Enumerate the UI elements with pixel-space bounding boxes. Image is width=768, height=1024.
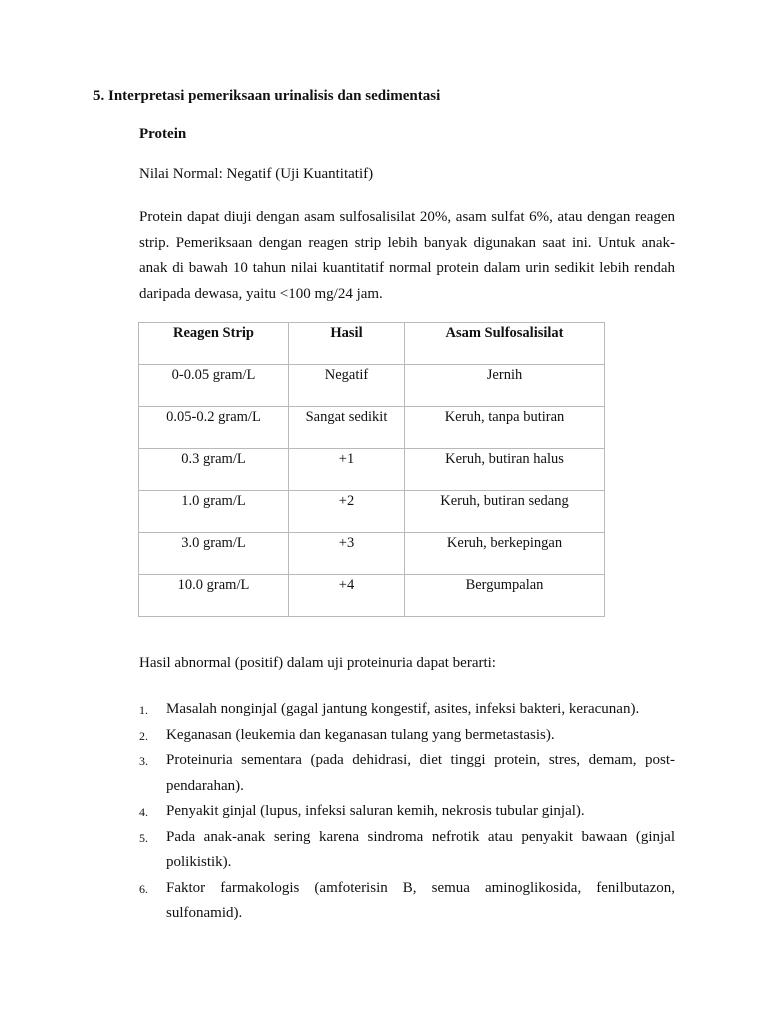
protein-description-paragraph: Protein dapat diuji dengan asam sulfosalisilat 20%, asam sulfat 6%, atau dengan reagen strip. Pemeriksaan dengan reagen strip lebih banyak digunakan saat ini. Untuk anak-anak di bawah 10 tahun nilai kuantitatif normal protein dalam urin sedikit lebih rendah daripada dewasa, yaitu <100 mg/24 jam. <box>139 209 675 302</box>
protein-test-table <box>138 322 605 617</box>
table-header-row <box>139 323 605 365</box>
table-cell: 3.0 gram/L <box>139 533 289 575</box>
table-cell: 0.3 gram/L <box>139 449 289 491</box>
list-item-text: Proteinuria sementara (pada dehidrasi, diet tinggi protein, stres, demam, post-pendarahan). <box>166 752 675 794</box>
abnormal-results-intro: Hasil abnormal (positif) dalam uji proteinuria dapat berarti: <box>139 655 496 671</box>
table-cell: +4 <box>289 575 405 617</box>
table-cell: +1 <box>289 449 405 491</box>
table-cell: +3 <box>289 533 405 575</box>
table-cell: Negatif <box>289 365 405 407</box>
list-item-number: 1. <box>139 703 148 717</box>
section-heading: 5. Interpretasi pemeriksaan urinalisis dan sedimentasi <box>93 88 441 104</box>
table-row <box>139 575 605 617</box>
list-item-text: Faktor farmakologis (amfoterisin B, semua aminoglikosida, fenilbutazon, sulfonamid). <box>166 879 675 921</box>
subsection-title-protein: Protein <box>139 126 187 142</box>
list-item <box>139 799 675 825</box>
list-item-text: Keganasan (leukemia dan keganasan tulang yang bermetastasis). <box>166 726 555 743</box>
table-cell: Jernih <box>405 365 605 407</box>
table-row <box>139 407 605 449</box>
list-item <box>139 748 675 799</box>
list-item-number: 6. <box>139 881 148 896</box>
table-row <box>139 491 605 533</box>
table-cell: Sangat sedikit <box>289 407 405 449</box>
list-item <box>139 697 675 723</box>
table-row <box>139 365 605 407</box>
list-item-number: 4. <box>139 805 148 819</box>
table-cell: Keruh, berkepingan <box>405 533 605 575</box>
table-cell: 0-0.05 gram/L <box>139 365 289 407</box>
column-header-reagen-strip: Reagen Strip <box>139 323 289 365</box>
list-item-text: Masalah nonginjal (gagal jantung kongestif, asites, infeksi bakteri, keracunan). <box>166 701 640 717</box>
table-cell: 1.0 gram/L <box>139 491 289 533</box>
list-item <box>139 876 675 927</box>
normal-value-text: Nilai Normal: Negatif (Uji Kuantitatif) <box>139 166 374 182</box>
list-item-number: 3. <box>139 754 148 768</box>
list-item-text: Penyakit ginjal (lupus, infeksi saluran kemih, nekrosis tubular ginjal). <box>166 803 585 819</box>
abnormal-results-list <box>139 697 675 927</box>
table-cell: Keruh, butiran sedang <box>405 491 605 533</box>
table-cell: 10.0 gram/L <box>139 575 289 617</box>
list-item-number: 5. <box>139 830 148 845</box>
list-item-number: 2. <box>139 728 148 743</box>
table-cell: Keruh, tanpa butiran <box>405 407 605 449</box>
list-item-text: Pada anak-anak sering karena sindroma nefrotik atau penyakit bawaan (ginjal polikistik). <box>166 828 675 870</box>
table-row <box>139 449 605 491</box>
column-header-asam-sulfosalisilat: Asam Sulfosalisilat <box>405 323 605 365</box>
column-header-hasil: Hasil <box>289 323 405 365</box>
table-cell: 0.05-0.2 gram/L <box>139 407 289 449</box>
table-row <box>139 533 605 575</box>
table-cell: Keruh, butiran halus <box>405 449 605 491</box>
list-item <box>139 723 675 749</box>
list-item <box>139 825 675 876</box>
table-cell: Bergumpalan <box>405 575 605 617</box>
table-cell: +2 <box>289 491 405 533</box>
